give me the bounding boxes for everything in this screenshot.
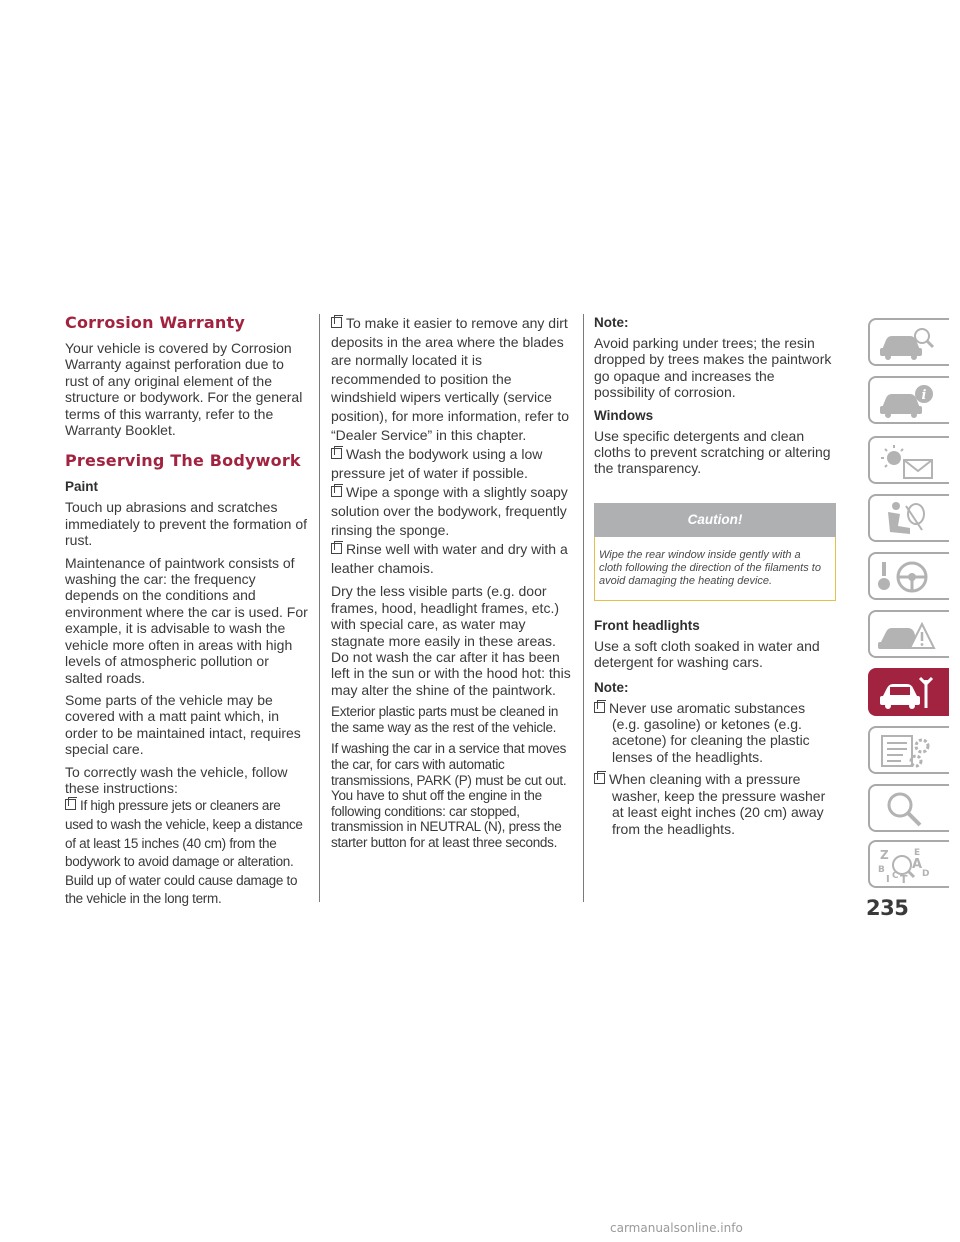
checkbox-bullet-icon: [331, 543, 342, 554]
corrosion-warranty-text: Your vehicle is covered by Corrosion Warranty against perforation due to rust of any original element of the structure or bodywork. For the general terms of this warranty, refer to the Warranty Booklet.: [65, 340, 303, 439]
paint-paragraph-4: To correctly wash the vehicle, follow these instructions:: [65, 763, 288, 796]
footer-watermark: carmanualsonline.info: [610, 1221, 743, 1235]
bullet-text: Wash the bodywork using a low pressure jet of water if possible.: [331, 446, 543, 481]
car-emergency-icon: [876, 616, 938, 654]
svg-text:B: B: [878, 865, 885, 875]
svg-text:i: i: [921, 388, 927, 403]
tab-warning-lights[interactable]: [868, 436, 949, 484]
paint-paragraph-1: Touch up abrasions and scratches immediately to prevent the formation of rust.: [65, 499, 308, 549]
drying-paragraph: Dry the less visible parts (e.g. door frames, hood, headlight frames, etc.) with special care, as water may stagnate more easily in these areas. Do not wash the car after it has been left in the sun or with the hood hot: this may alter the shine of the paintwork.: [331, 583, 571, 698]
list-item: [594, 771, 836, 837]
steering-wheel-icon: [876, 558, 938, 596]
technical-specs-icon: [876, 732, 938, 770]
windows-heading: Windows: [594, 407, 654, 423]
front-headlights-heading: Front headlights: [594, 617, 700, 633]
tab-car-info[interactable]: [868, 376, 949, 424]
svg-text:C: C: [892, 871, 899, 881]
airbag-seat-icon: [876, 500, 938, 538]
car-info-icon: [876, 382, 938, 420]
checkbox-bullet-icon: [594, 702, 605, 713]
svg-text:E: E: [914, 848, 921, 858]
bullet-text: Wipe a sponge with a slightly soapy solution over the bodywork, frequently rinsing the sponge.: [331, 484, 568, 538]
checkbox-bullet-icon: [331, 448, 342, 459]
column-2: [331, 314, 571, 857]
tab-airbag-seat[interactable]: [868, 494, 949, 542]
paint-paragraph-3: Some parts of the vehicle may be covered with a matt paint which, in order to be maintained intact, requires special care.: [65, 691, 301, 758]
svg-text:A: A: [912, 857, 923, 872]
list-item: [594, 700, 836, 766]
alphabetical-index-icon: [876, 846, 938, 884]
warning-lights-icon: [876, 442, 938, 480]
caution-title: Caution!: [594, 503, 836, 537]
note-text: Avoid parking under trees; the resin dropped by trees makes the paintwork go opaque and increases the possibility of corrosion.: [594, 335, 832, 401]
bullet-text: If high pressure jets or cleaners are used to wash the vehicle, keep a distance of at least 15 inches (40 cm) from the bodywork to avoid damage or alteration. Build up of water could cause damage to the vehicle in the long term.: [65, 798, 303, 907]
front-headlights-text: Use a soft cloth soaked in water and detergent for washing cars.: [594, 637, 820, 671]
paint-paragraph-2: Maintenance of paintwork consists of washing the car: the frequency depends on the conditions and environment where the car is used. For example, it is advisable to wash the vehicle more often in areas with high levels of atmospheric pollution or salted roads.: [65, 554, 308, 686]
paint-heading: Paint: [65, 479, 99, 495]
bullet-text: To make it easier to remove any dirt deposits in the area where the blades are normally located it is recommended to position the windshield wipers vertically (service position), for more information, refer to “Dealer Service” in this chapter.: [331, 315, 570, 443]
note-heading: Note:: [594, 315, 629, 330]
tab-car-maintenance[interactable]: [868, 668, 949, 716]
tab-technical-specs[interactable]: [868, 726, 949, 774]
column-divider-2: [583, 314, 584, 902]
list-item: [331, 483, 571, 539]
caution-text: Wipe the rear window inside gently with a cloth following the direction of the filaments to avoid damaging the heating device.: [594, 537, 836, 601]
plastic-parts-paragraph: Exterior plastic parts must be cleaned in the same way as the rest of the vehicle.: [331, 704, 559, 735]
tab-car-emergency[interactable]: [868, 610, 949, 658]
column-divider-1: [319, 314, 320, 902]
tab-search[interactable]: [868, 784, 949, 832]
column-3: [594, 314, 836, 843]
checkbox-bullet-icon: [331, 317, 342, 328]
windows-text: Use specific detergents and clean cloths to prevent scratching or altering the transparency.: [594, 427, 831, 477]
magnifier-icon: [876, 790, 938, 828]
svg-text:Z: Z: [880, 848, 889, 862]
car-wash-service-paragraph: If washing the car in a service that moves the car, for cars with automatic transmissions, PARK (P) must be cut out. You have to shut off the engine in the following conditions: car stopped, transmission in NEUTRAL (N), press the starter button for at least three seconds.: [331, 741, 567, 850]
car-search-icon: [876, 324, 938, 362]
bullet-text: Rinse well with water and dry with a leather chamois.: [331, 541, 568, 576]
list-item: [331, 314, 571, 444]
list-item: [65, 796, 310, 908]
bullet-text: When cleaning with a pressure washer, keep the pressure washer at least eight inches (20 cm) away from the headlights.: [609, 771, 826, 837]
svg-text:D: D: [922, 869, 930, 879]
list-item: [331, 445, 571, 482]
list-item: [331, 540, 571, 577]
section-title-preserving-bodywork: Preserving The Bodywork: [65, 451, 301, 471]
checkbox-bullet-icon: [65, 799, 76, 810]
tab-car-search[interactable]: [868, 318, 949, 366]
svg-text:T: T: [900, 873, 908, 884]
note2-heading: Note:: [594, 679, 629, 695]
tab-steering-wheel[interactable]: [868, 552, 949, 600]
checkbox-bullet-icon: [331, 486, 342, 497]
car-maintenance-icon: [876, 674, 938, 712]
tab-alphabetical-index[interactable]: [868, 840, 949, 888]
svg-text:I: I: [886, 874, 890, 884]
bullet-text: Never use aromatic substances (e.g. gasoline) or ketones (e.g. acetone) for cleaning the plastic lenses of the headlights.: [609, 699, 810, 765]
section-title-corrosion-warranty: Corrosion Warranty: [65, 313, 245, 332]
column-1: [65, 314, 310, 909]
page-number: 235: [866, 896, 909, 920]
checkbox-bullet-icon: [594, 773, 605, 784]
